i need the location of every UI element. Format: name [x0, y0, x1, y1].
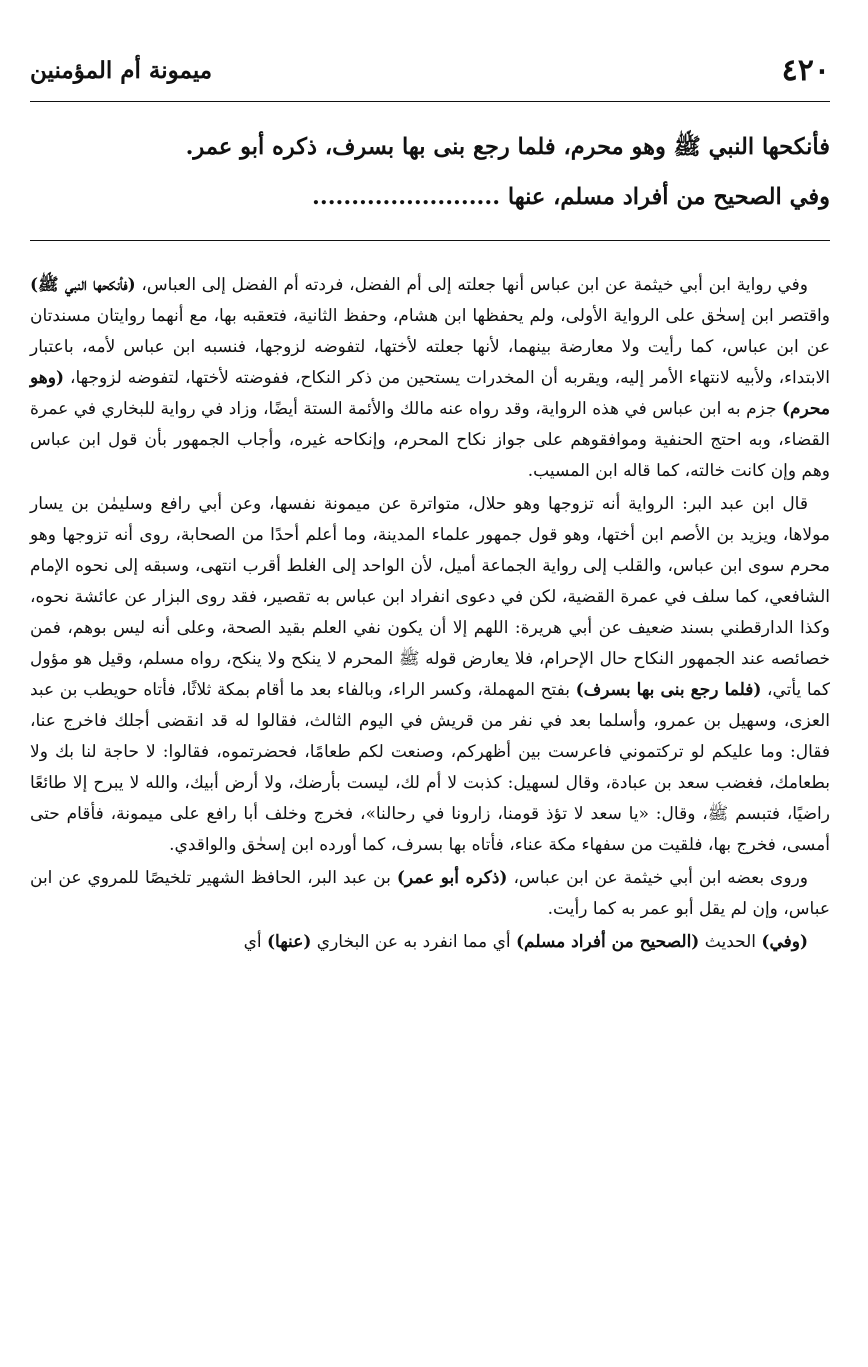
commentary-text: بن عبد البر، الحافظ الشهير تلخيصًا للمروي عن ابن عباس، وإن لم يقل أبو عمر به كما رأيت. — [30, 868, 830, 919]
commentary-text: جزم به ابن عباس في هذه الرواية، وقد رواه عنه مالك والأئمة الستة أيضًا، وزاد في رواية للبخاري في عمرة القضاء، وبه احتج الحنفية وموافقوهم على جواز نكاح المحرم، وإنكاحه غيره، وأجاب الجمهور بأن قول ابن عباس وهم وإن كانت خالته، كما قاله ابن المسيب. — [30, 399, 830, 481]
matn-separator-rule — [30, 240, 830, 241]
matn-block — [30, 122, 830, 222]
matn-line-1: فأنكحها النبي ﷺ وهو محرم، فلما رجع بنى بها بسرف، ذكره أبو عمر. — [185, 134, 830, 160]
commentary-text: وفي رواية ابن أبي خيثمة عن ابن عباس أنها جعلته إلى أم الفضل، فردته أم الفضل إلى العباس، — [135, 275, 809, 295]
quoted-matn-phrase: (الصحيح من أفراد مسلم) — [516, 932, 700, 952]
quoted-matn-phrase: (عنها) — [267, 932, 312, 952]
commentary-paragraph — [30, 270, 830, 487]
commentary-text: أي — [243, 932, 267, 952]
page-number: ٤٢٠ — [781, 52, 830, 88]
matn-line-2-text: وفي الصحيح من أفراد مسلم، عنها — [507, 184, 830, 210]
commentary-paragraph — [30, 863, 830, 925]
header-rule — [30, 101, 830, 102]
commentary-paragraph — [30, 489, 830, 861]
commentary-text: أي مما انفرد به عن البخاري — [311, 932, 516, 952]
quoted-matn-phrase: (ذكره أبو عمر) — [396, 868, 508, 888]
commentary-text: بفتح المهملة، وكسر الراء، وبالفاء بعد ما أقام بمكة ثلاثًا، فأتاه حويطب بن عبد العزى، وسهيل بن عمرو، وأسلما بعد في نفر من قريش في اليوم الثالث، فقالوا له قد انقضى أجلك فاخرج عنا، فقال: وما عليكم لو تركتموني فاعرست بين أظهركم، وصنعت لكم طعامًا، فحضرتموه، فقالوا: لا حاجة لنا بك ولا بطعامك، فغضب سعد بن عبادة، وقال لسهيل: كذبت لا أم لك، ليست بأرضك، ولا أرض أبيك، والله لا يبرح إلا طائعًا راضيًا، فتبسم ﷺ، وقال: «يا سعد لا تؤذ قومنا، زارونا في رحالنا»، فخرج وخلف أبا رافع على ميمونة، فأقام حتى أمسى، فخرج بها، فلقيت من سفهاء مكة عناء، فأتاه بها بسرف، كما أورده ابن إسحٰق والواقدي. — [30, 680, 830, 855]
commentary-text: الحديث — [699, 932, 762, 952]
commentary-paragraph — [30, 927, 830, 958]
commentary-text: قال ابن عبد البر: الرواية أنه تزوجها وهو حلال، متواترة عن ميمونة نفسها، وعن أبي رافع وسليمٰن بن يسار مولاها، ويزيد بن الأصم ابن أختها، وهو قول جمهور علماء المدينة، وما أعلم أحدًا من الصحابة، روى أنه تزوجها وهو محرم سوى ابن عباس، والقلب إلى رواية الجماعة أميل، لأن الواحد إلى الغلط أقرب انتهى، وسبقه إلى نحوه الإمام الشافعي، كما سلف في عمرة القضية، لكن في دعوى انفراد ابن عباس به تقصير، فقد روى البزار عن عائشة نحوه، وكذا الدارقطني بسند ضعيف عن أبي هريرة: اللهم إلا أن يكون نفي العلم بقيد الصحة، وعلى أنه ليس بوهم، فمن خصائصه عند الجمهور النكاح حال الإحرام، فلا يعارض قوله ﷺ المحرم لا ينكح ولا ينكح، رواه مسلم، وقيل هو مؤول كما يأتي، — [30, 494, 830, 700]
running-title: ميمونة أم المؤمنين — [30, 56, 213, 84]
quoted-matn-phrase: (وهو محرم) — [30, 368, 830, 419]
commentary-text: واقتصر ابن إسحٰق على الرواية الأولى، ولم يحفظها ابن هشام، وحفظ الثانية، فتعقبه بها، مع أنهما روايتان مسندتان عن ابن عباس، كما رأيت ولا معارضة بينهما، لأنها جعلته لأختها، لتفوضه لزوجها، فنسبه ابن عباس لأمه، باعتبار الابتداء، ولأبيه لانتهاء الأمر إليه، ويقربه أن المخدرات يستحين من ذكر النكاح، ففوضته لأختها، لتفوضه لزوجها، — [30, 306, 830, 388]
commentary-body — [30, 270, 830, 960]
matn-line-2 — [30, 172, 830, 222]
page-header — [30, 50, 830, 90]
quoted-matn-phrase: (وفي) — [761, 932, 808, 952]
quoted-matn-phrase: (فلما رجع بنى بها بسرف) — [575, 680, 762, 700]
quoted-matn-phrase: (فأنكحها النبي ﷺ) — [30, 275, 136, 295]
matn-dots: ........................ — [312, 184, 501, 210]
commentary-text: وروى بعضه ابن أبي خيثمة عن ابن عباس، — [507, 868, 808, 888]
